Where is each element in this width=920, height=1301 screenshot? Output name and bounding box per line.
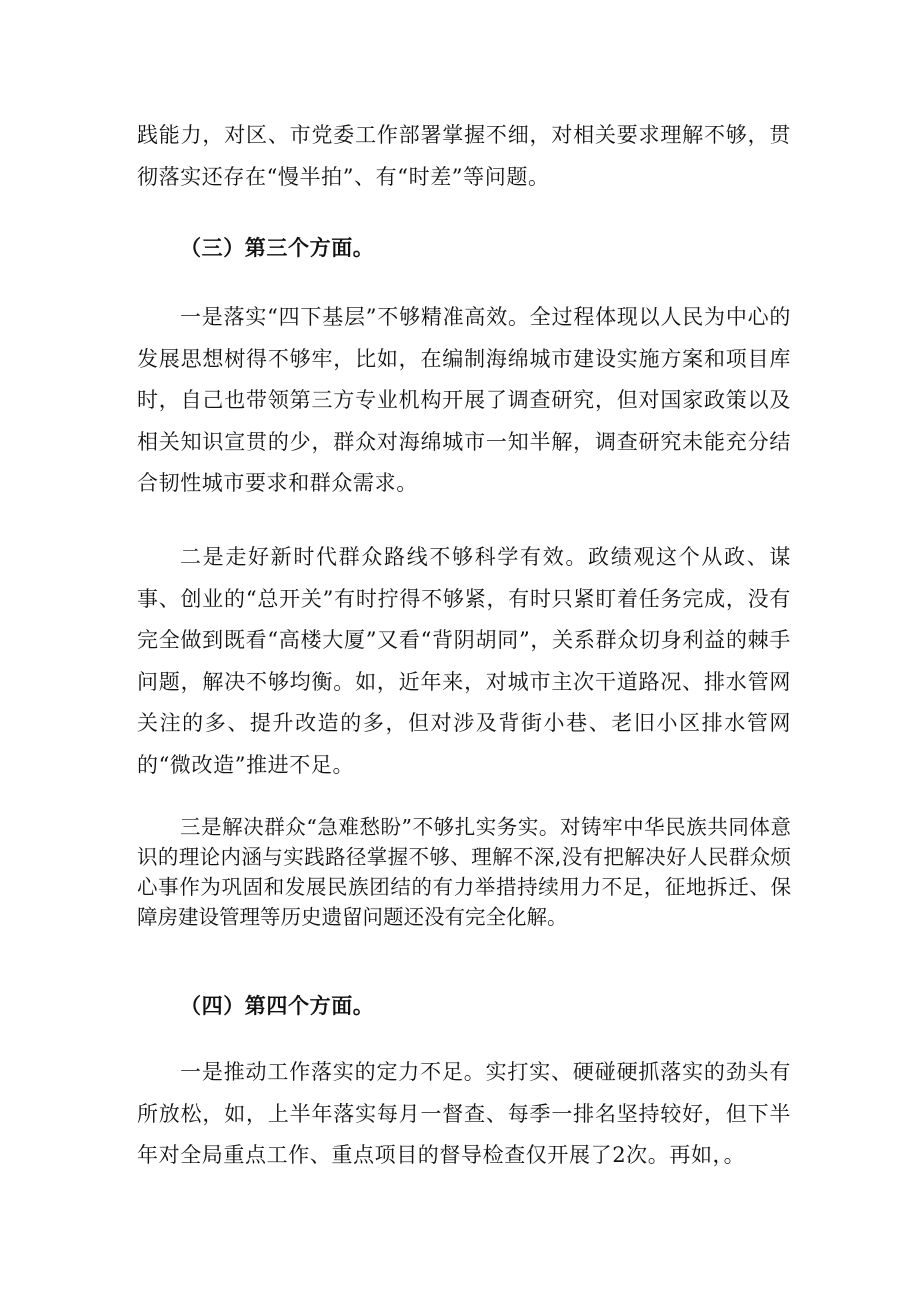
paragraph-3-1: 一是落实“四下基层”不够精准高效。全过程体现以人民为中心的发展思想树得不够牢，比如，在编制海绵城市建设实施方案和项目库时，自己也带领第三方专业机构开展了调查研究，但对国家政策以及相关知识宣贯的少，群众对海绵城市一知半解，调查研究未能充分结合韧性城市要求和群众需求。: [137, 305, 791, 495]
section-heading-3: （三）第三个方面。: [180, 236, 375, 260]
paragraph-3-2: 二是走好新时代群众路线不够科学有效。政绩观这个从政、谋事、创业的“总开关”有时拧得不够紧，有时只紧盯着任务完成，没有完全做到既看“高楼大厦”又看“背阴胡同”，关系群众切身利益的棘手问题，解决不够均衡。如，近年来，对城市主次干道路况、排水管网关注的多、提升改造的多，但对涉及背街小巷、老旧小区排水管网的“微改造”推进不足。: [137, 545, 791, 777]
paragraph-4-1: 一是推动工作落实的定力不足。实打实、硬碰硬抓落实的劲头有所放松，如，上半年落实每月一督查、每季一排名坚持较好，但下半年对全局重点工作、重点项目的督导检查仅开展了2次。再如，。: [137, 1060, 791, 1167]
paragraph-continued: 践能力，对区、市党委工作部署掌握不细，对相关要求理解不够，贯彻落实还存在“慢半拍”、有“时差”等问题。: [137, 123, 791, 189]
paragraph-3-3: 三是解决群众“急难愁盼”不够扎实务实。对铸牢中华民族共同体意识的理论内涵与实践路径掌握不够、理解不深,没有把解决好人民群众烦心事作为巩固和发展民族团结的有力举措持续用力不足，征地拆迁、保障房建设管理等历史遗留问题还没有完全化解。: [137, 815, 791, 929]
section-heading-4: （四）第四个方面。: [180, 994, 375, 1018]
